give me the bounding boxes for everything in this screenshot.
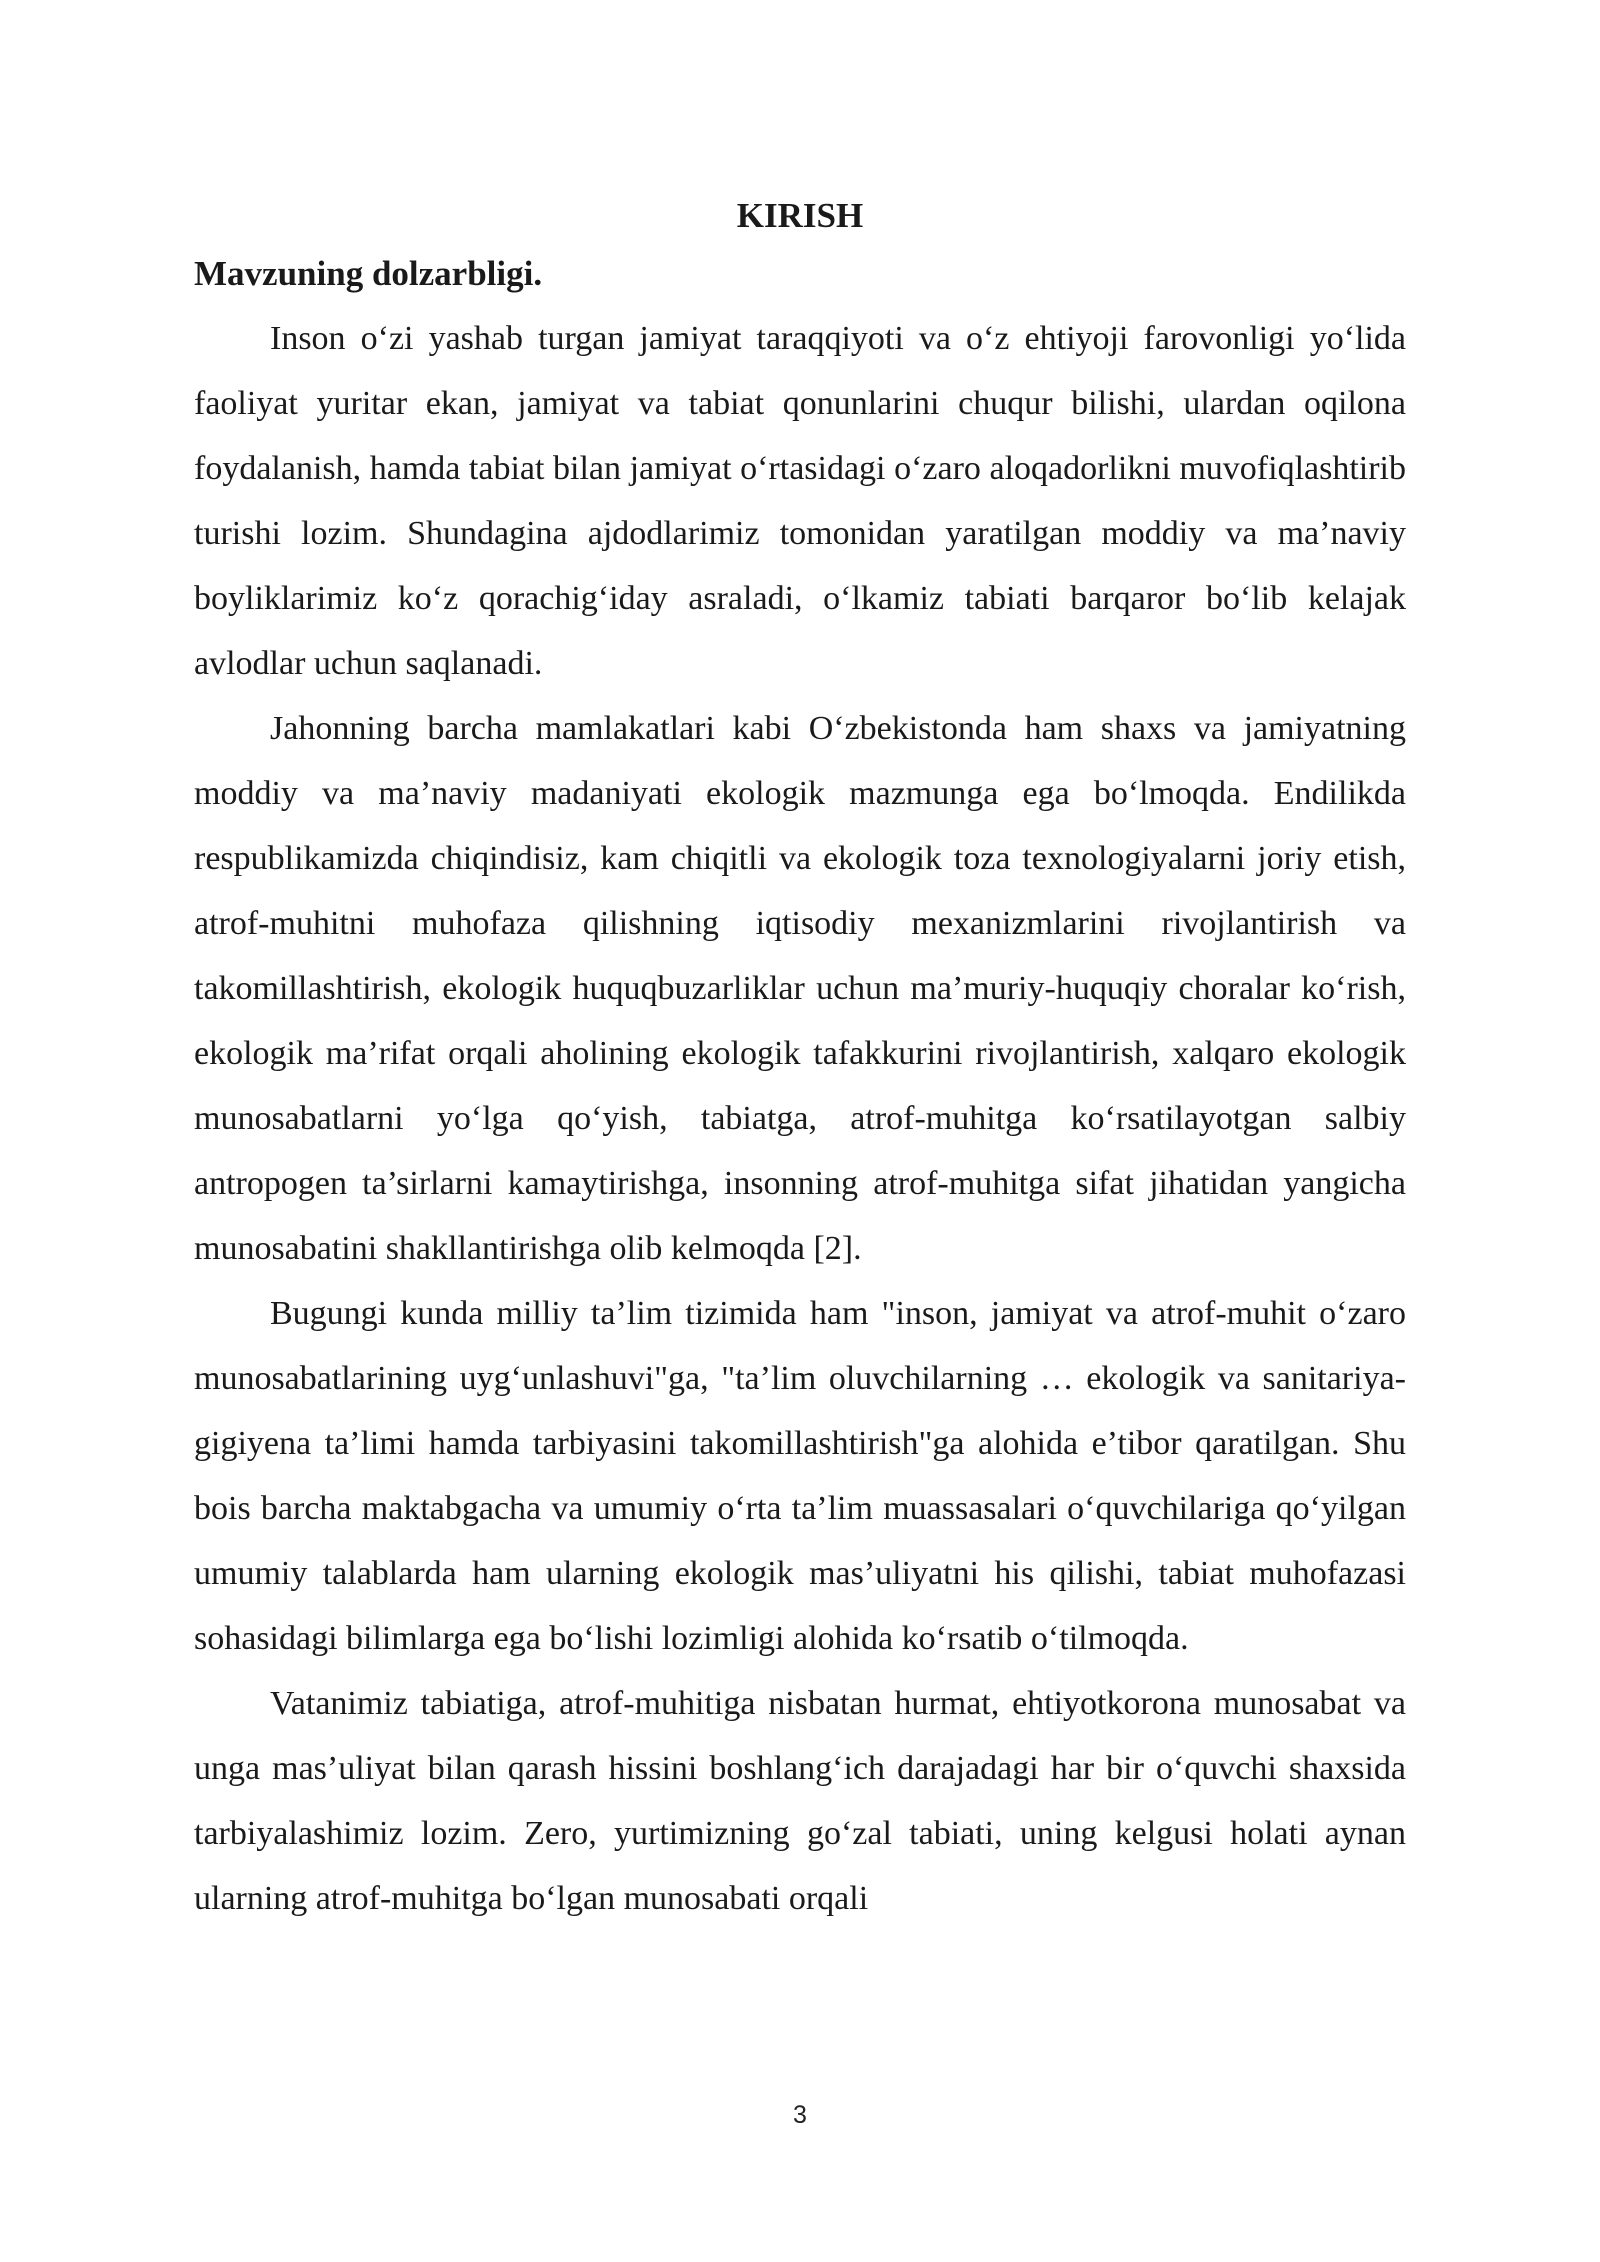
paragraph-1: Inson o‘zi yashab turgan jamiyat taraqqiyoti va o‘z ehtiyoji farovonligi yo‘lida faoliyat yuritar ekan, jamiyat va tabiat qonunlarini chuqur bilishi, ulardan oqilona foydalanish, hamda tabiat bilan jamiyat o‘rtasidagi o‘zaro aloqadorlikni muvofiqlashtirib turishi lozim. Shundagina ajdodlarimiz tomonidan yaratilgan moddiy va ma’naviy boyliklarimiz ko‘z qorachig‘iday asraladi, o‘lkamiz tabiati barqaror bo‘lib kelajak avlodlar uchun saqlanadi.	[194, 320, 1406, 682]
page-body	[194, 190, 1406, 1931]
paragraph-4: Vatanimiz tabiatiga, atrof-muhitiga nisbatan hurmat, ehtiyotkorona munosabat va unga mas’uliyat bilan qarash hissini boshlang‘ich darajadagi har bir o‘quvchi shaxsida tarbiyalashimiz lozim. Zero, yurtimizning go‘zal tabiati, uning kelgusi holati aynan ularning atrof-muhitga bo‘lgan munosabati orqali	[194, 1685, 1406, 1917]
section-heading: Mavzuning dolzarbligi.	[194, 254, 543, 293]
page-number: 3	[793, 2101, 807, 2129]
paragraph-2: Jahonning barcha mamlakatlari kabi O‘zbekistonda ham shaxs va jamiyatning moddiy va ma’naviy madaniyati ekologik mazmunga ega bo‘lmoqda. Endilikda respublikamizda chiqindisiz, kam chiqitli va ekologik toza texnologiyalarni joriy etish, atrof-muhitni muhofaza qilishning iqtisodiy mexanizmlarini rivojlantirish va takomillashtirish, ekologik huquqbuzarliklar uchun ma’muriy-huquqiy choralar ko‘rish, ekologik ma’rifat orqali aholining ekologik tafakkurini rivojlantirish, xalqaro ekologik munosabatlarni yo‘lga qo‘yish, tabiatga, atrof-muhitga ko‘rsatilayotgan salbiy antropogen ta’sirlarni kamaytirishga, insonning atrof-muhitga sifat jihatidan yangicha munosabatini shakllantirishga olib kelmoqda [2].	[194, 710, 1406, 1267]
page-title: KIRISH	[736, 196, 864, 235]
paragraph-3: Bugungi kunda milliy ta’lim tizimida ham "inson, jamiyat va atrof-muhit o‘zaro munosabatlarining uyg‘unlashuvi"ga, "ta’lim oluvchilarning … ekologik va sanitariya-gigiyena ta’limi hamda tarbiyasini takomillashtirish"ga alohida e’tibor qaratilgan. Shu bois barcha maktabgacha va umumiy o‘rta ta’lim muassasalari o‘quvchilariga qo‘yilgan umumiy talablarda ham ularning ekologik mas’uliyatni his qilishi, tabiat muhofazasi sohasidagi bilimlarga ega bo‘lishi lozimligi alohida ko‘rsatib o‘tilmoqda.	[194, 1295, 1406, 1657]
